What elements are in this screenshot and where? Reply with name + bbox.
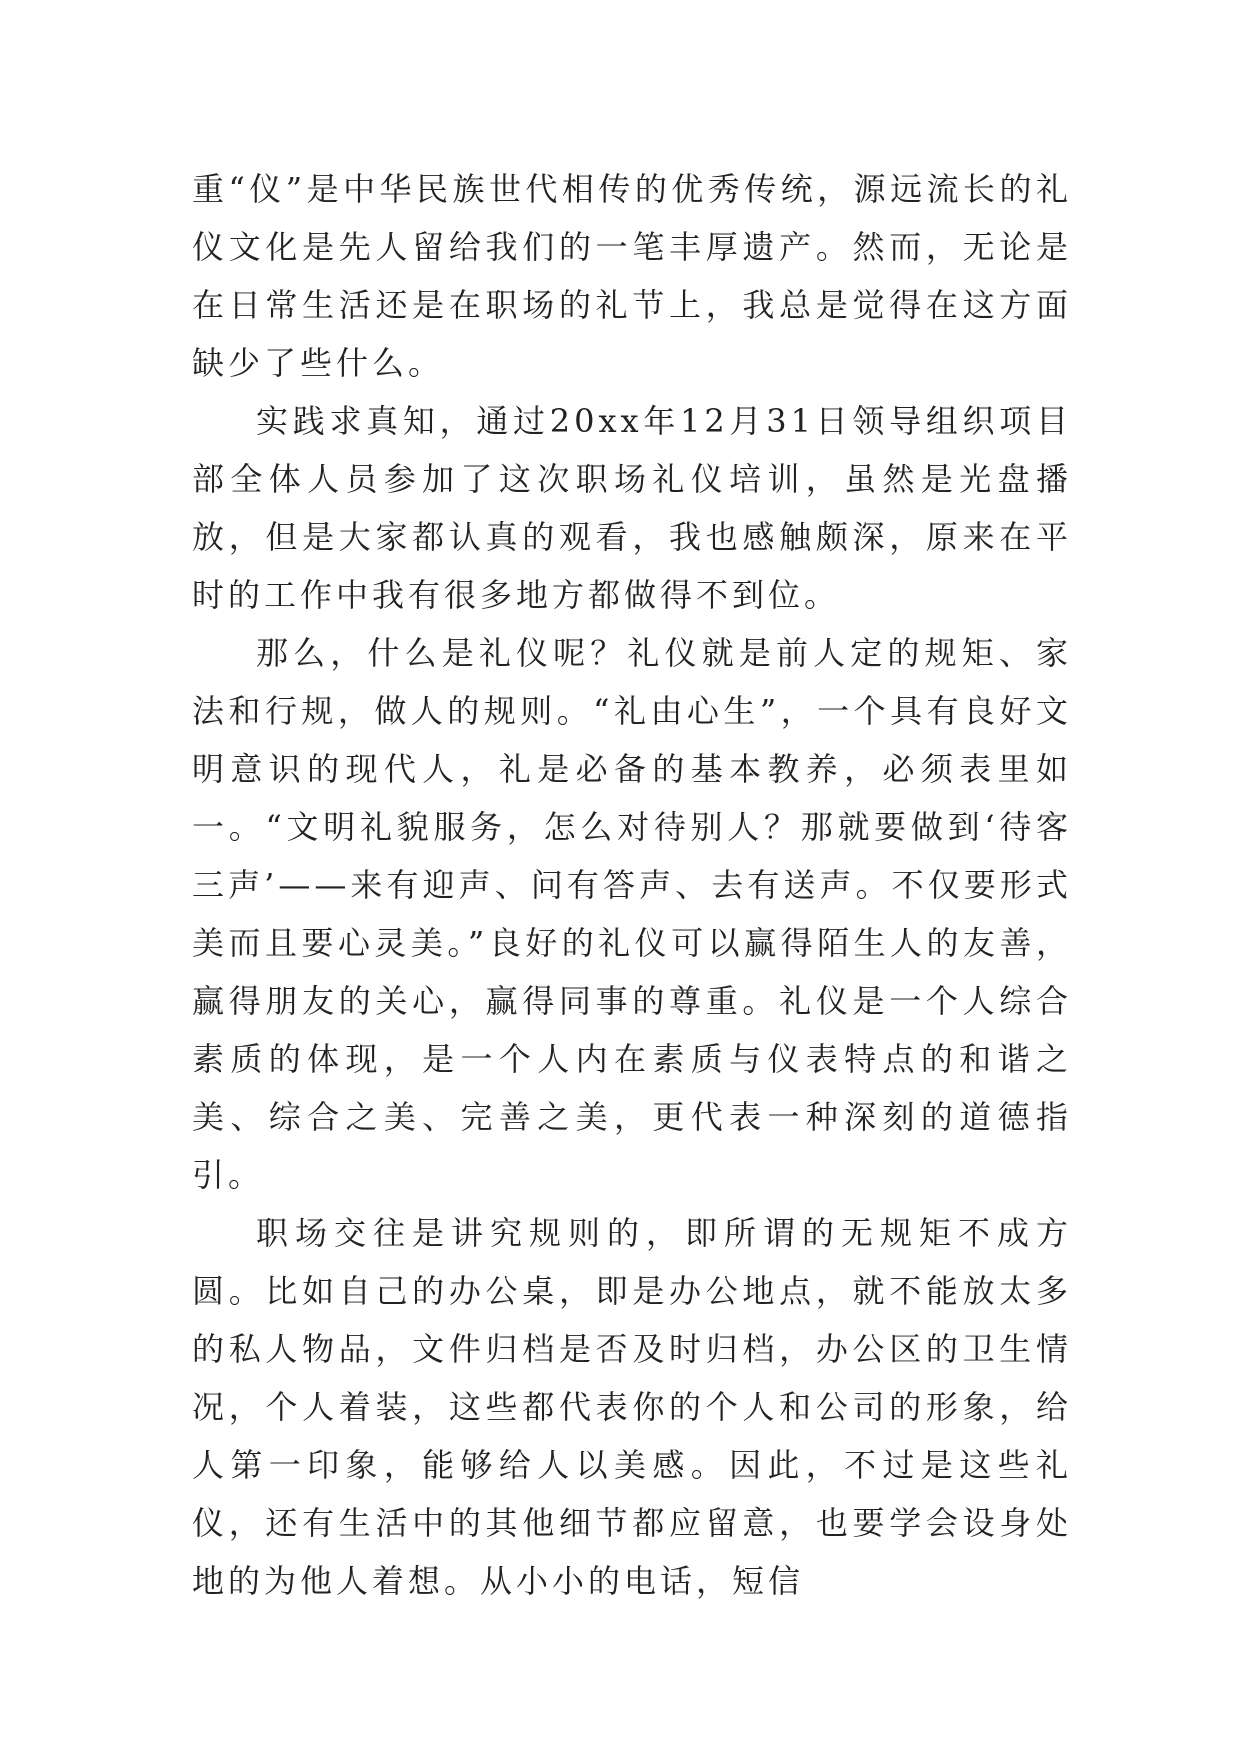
paragraph-1: 重“仪”是中华民族世代相传的优秀传统，源远流长的礼仪文化是先人留给我们的一笔丰厚遗产。然而，无论是在日常生活还是在职场的礼节上，我总是觉得在这方面缺少了些什么。 [192,170,1072,382]
paragraph-3: 那么，什么是礼仪呢？礼仪就是前人定的规矩、家法和行规，做人的规则。“礼由心生”，一个具有良好文明意识的现代人，礼是必备的基本教养，必须表里如一。“文明礼貌服务，怎么对待别人？那就要做到‘待客三声’——来有迎声、问有答声、去有送声。不仅要形式美而且要心灵美。”良好的礼仪可以赢得陌生人的友善，赢得朋友的关心，赢得同事的尊重。礼仪是一个人综合素质的体现，是一个人内在素质与仪表特点的和谐之美、综合之美、完善之美，更代表一种深刻的道德指引。 [192,634,1072,1194]
paragraph-2: 实践求真知，通过20xx年12月31日领导组织项目部全体人员参加了这次职场礼仪培训，虽然是光盘播放，但是大家都认真的观看，我也感触颇深，原来在平时的工作中我有很多地方都做得不到位。 [192,402,1072,614]
document-body [192,160,1072,1610]
paragraph-4: 职场交往是讲究规则的，即所谓的无规矩不成方圆。比如自己的办公桌，即是办公地点，就不能放太多的私人物品，文件归档是否及时归档，办公区的卫生情况，个人着装，这些都代表你的个人和公司的形象，给人第一印象，能够给人以美感。因此，不过是这些礼仪，还有生活中的其他细节都应留意，也要学会设身处地的为他人着想。从小小的电话，短信 [192,1214,1072,1600]
